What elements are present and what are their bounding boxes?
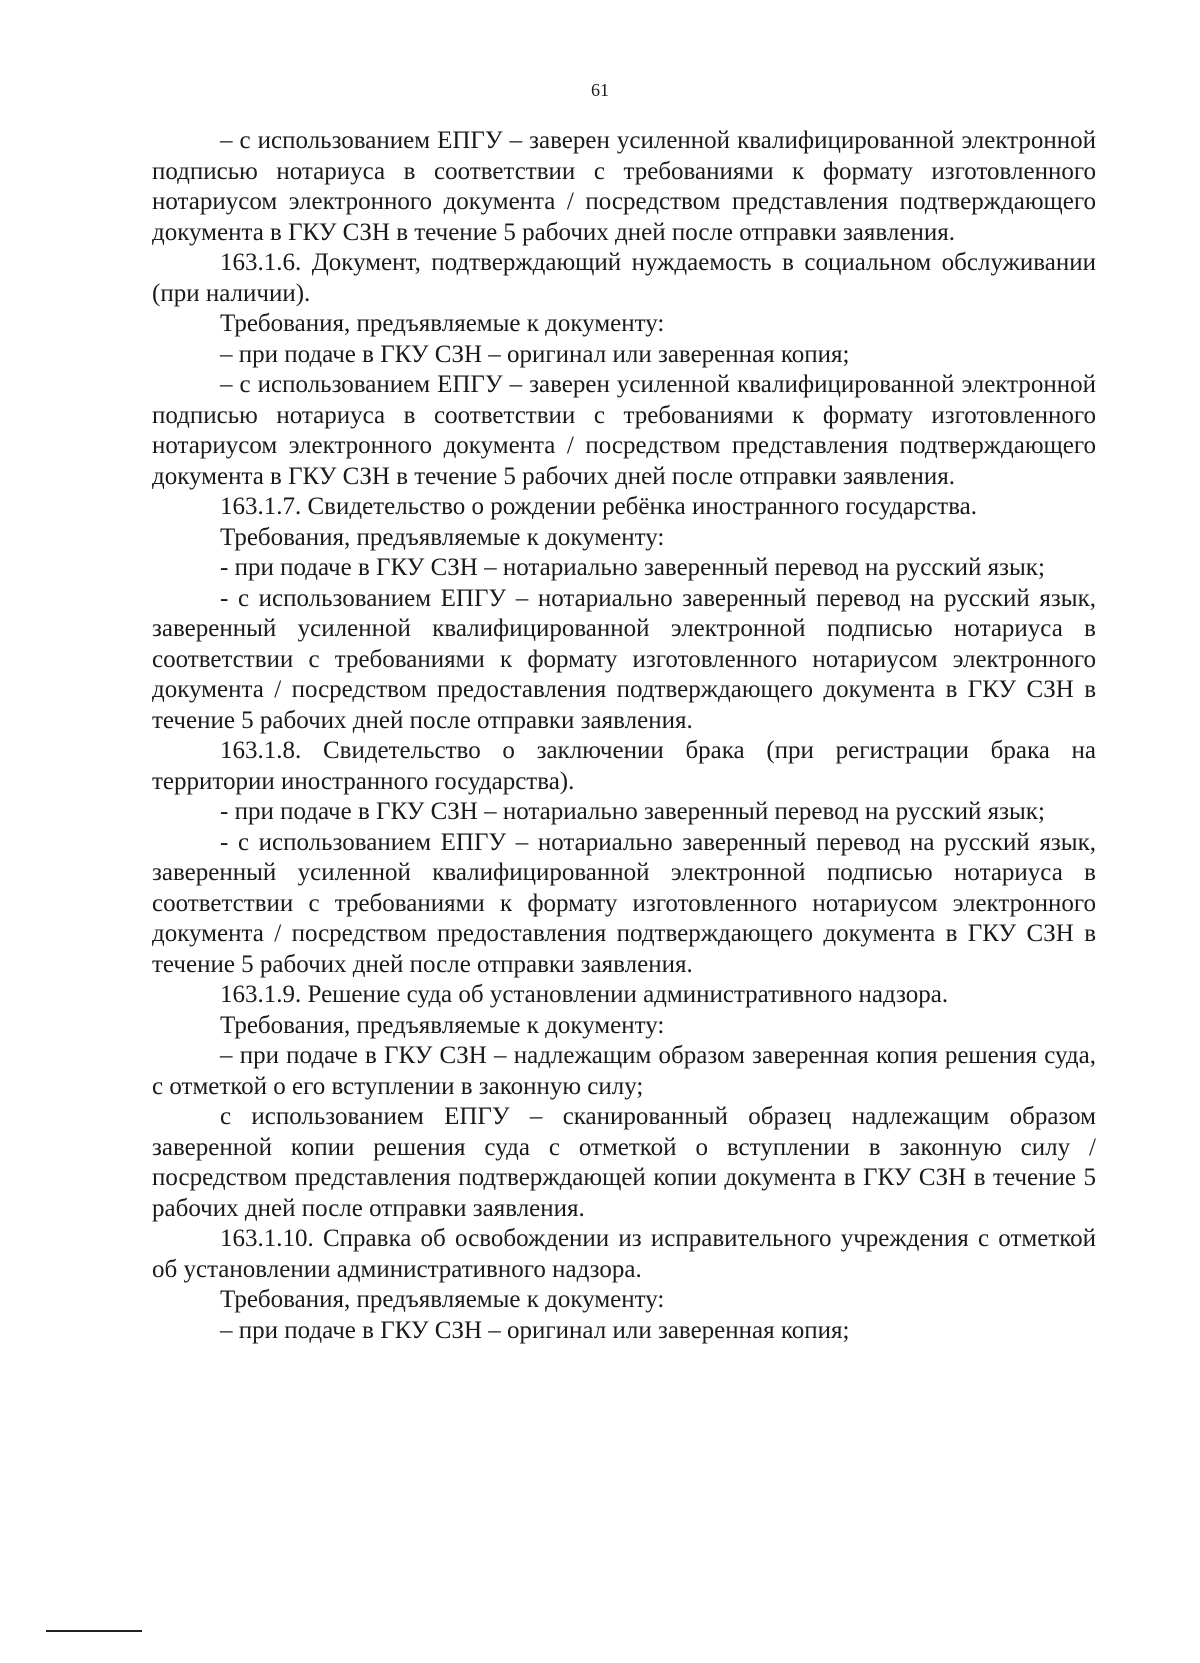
paragraph-163-1-9-heading: 163.1.9. Решение суда об установлении административного надзора. (220, 981, 949, 1008)
paragraph-epgu-notary-2: – с использованием ЕПГУ – заверен усиленной квалифицированной электронной подписью нотариуса в соответствии с требованиями к формату изготовленного нотариусом электронного документа / посредством представления подтверждающего документа в ГКУ СЗН в течение 5 рабочих дней после отправки заявления. (152, 371, 1096, 490)
paragraph-requirements-1: Требования, предъявляемые к документу: (220, 310, 665, 337)
paragraph-requirements-2: Требования, предъявляемые к документу: (220, 523, 665, 551)
footnote-rule (46, 1630, 142, 1632)
document-body (152, 126, 1096, 1346)
paragraph-requirements-4: Требования, предъявляемые к документу: (220, 1286, 665, 1313)
paragraph-1-epgu-notary: – с использованием ЕПГУ – заверен усиленной квалифицированной электронной подписью нотариуса в соответствии с требованиями к формату изготовленного нотариусом электронного документа / посредством представления подтверждающего документа в ГКУ СЗН в течение 5 рабочих дней после отправки заявления. (152, 127, 1096, 246)
page-number: 61 (591, 80, 609, 100)
paragraph-gku-szn-original-2: – при подаче в ГКУ СЗН – оригинал или заверенная копия; (220, 1316, 850, 1344)
paragraph-gku-szn-court-copy: – при подаче в ГКУ СЗН – надлежащим образом заверенная копия решения суда, с отметкой о его вступлении в законную силу; (152, 1042, 1096, 1100)
paragraph-163-1-8-heading: 163.1.8. Свидетельство о заключении брака (при регистрации брака на территории иностранного государства). (152, 737, 1096, 795)
paragraph-163-1-10-heading: 163.1.10. Справка об освобождении из исправительного учреждения с отметкой об установлении административного надзора. (152, 1225, 1096, 1283)
paragraph-gku-szn-translation-1: - при подаче в ГКУ СЗН – нотариально заверенный перевод на русский язык; (220, 554, 1045, 581)
paragraph-163-1-6-heading: 163.1.6. Документ, подтверждающий нуждаемость в социальном обслуживании (при наличии). (152, 249, 1096, 307)
paragraph-requirements-3: Требования, предъявляемые к документу: (220, 1011, 665, 1039)
paragraph-epgu-translation-2: - с использованием ЕПГУ – нотариально заверенный перевод на русский язык, заверенный усиленной квалифицированной электронной подписью нотариуса в соответствии с требованиями к формату изготовленного нотариусом электронного документа / посредством предоставления подтверждающего документа в ГКУ СЗН в течение 5 рабочих дней после отправки заявления. (152, 828, 1096, 978)
paragraph-gku-szn-original: – при подаче в ГКУ СЗН – оригинал или заверенная копия; (220, 340, 850, 368)
paragraph-epgu-court-scan: с использованием ЕПГУ – сканированный образец надлежащим образом заверенной копии решения суда с отметкой о вступлении в законную силу / посредством представления подтверждающей копии документа в ГКУ СЗН в течение 5 рабочих дней после отправки заявления. (152, 1103, 1096, 1222)
paragraph-gku-szn-translation-2: - при подаче в ГКУ СЗН – нотариально заверенный перевод на русский язык; (220, 798, 1045, 825)
paragraph-163-1-7-heading: 163.1.7. Свидетельство о рождении ребёнка иностранного государства. (220, 493, 978, 520)
paragraph-epgu-translation-1: - с использованием ЕПГУ – нотариально заверенный перевод на русский язык, заверенный усиленной квалифицированной электронной подписью нотариуса в соответствии с требованиями к формату изготовленного нотариусом электронного документа / посредством предоставления подтверждающего документа в ГКУ СЗН в течение 5 рабочих дней после отправки заявления. (152, 584, 1096, 734)
